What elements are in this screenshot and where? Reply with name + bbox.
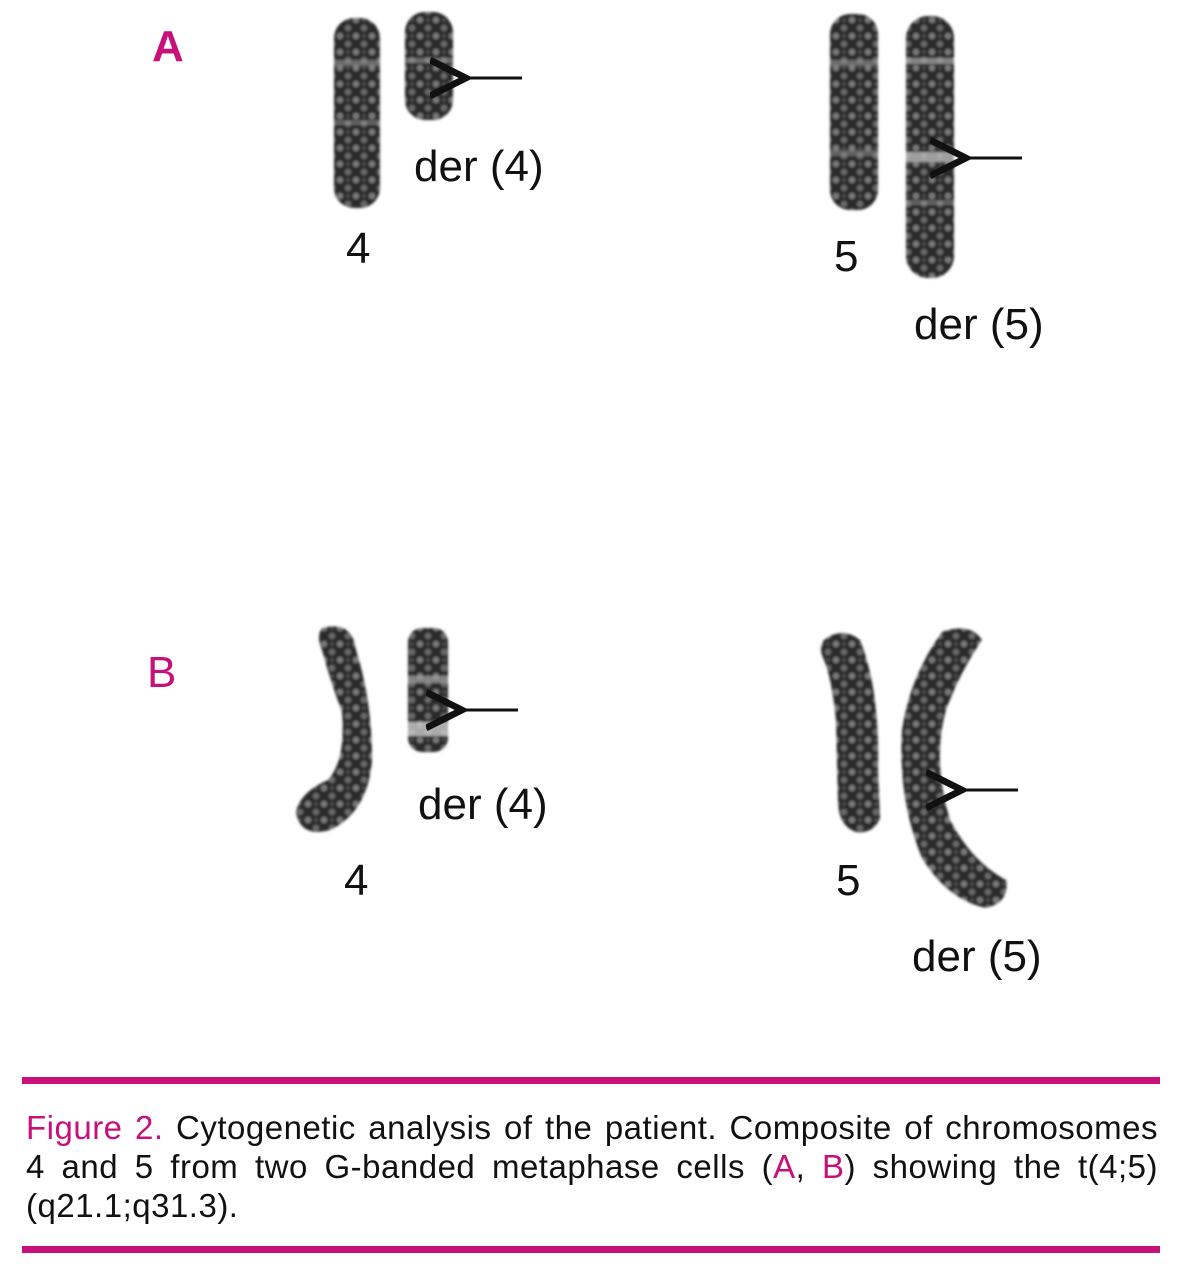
der4-chromosome-b [408,628,448,752]
panel-b-chromosomes [296,626,1018,908]
panel-b-letter: B [147,648,177,697]
label-chr5-a: 5 [834,232,859,281]
der5-chromosome-a [906,16,954,278]
figure-caption [26,1108,1158,1225]
caption-bottom-rule [22,1246,1160,1253]
caption-label: Figure 2. [26,1109,164,1146]
label-der5-b: der (5) [912,932,1042,981]
panel-a-letter: A [152,22,184,71]
label-der4-a: der (4) [414,142,544,191]
label-der5-a: der (5) [914,300,1044,349]
caption-text-1: Cytogenetic analysis of the patient. Composite of chromosomes 4 and 5 from two G-banded metaphase cells ( [26,1109,1158,1185]
der5-chromosome-b [901,628,1006,908]
caption-text-2: ) showing the t(4;5)(q21.1;q31.3). [26,1148,1158,1224]
caption-ref-b: B [821,1148,845,1185]
chromosome-5-a [830,14,878,210]
label-der4-b: der (4) [418,780,548,829]
chromosome-5-b [821,633,880,832]
label-chr5-b: 5 [836,856,861,905]
label-chr4-b: 4 [344,856,369,905]
caption-ref-a: A [773,1148,796,1185]
chromosome-4-a [334,18,380,208]
caption-top-rule [22,1077,1160,1084]
chromosome-4-b [296,626,372,832]
label-chr4-a: 4 [346,224,371,273]
caption-sep: , [795,1148,822,1185]
der4-chromosome-a [405,12,453,120]
